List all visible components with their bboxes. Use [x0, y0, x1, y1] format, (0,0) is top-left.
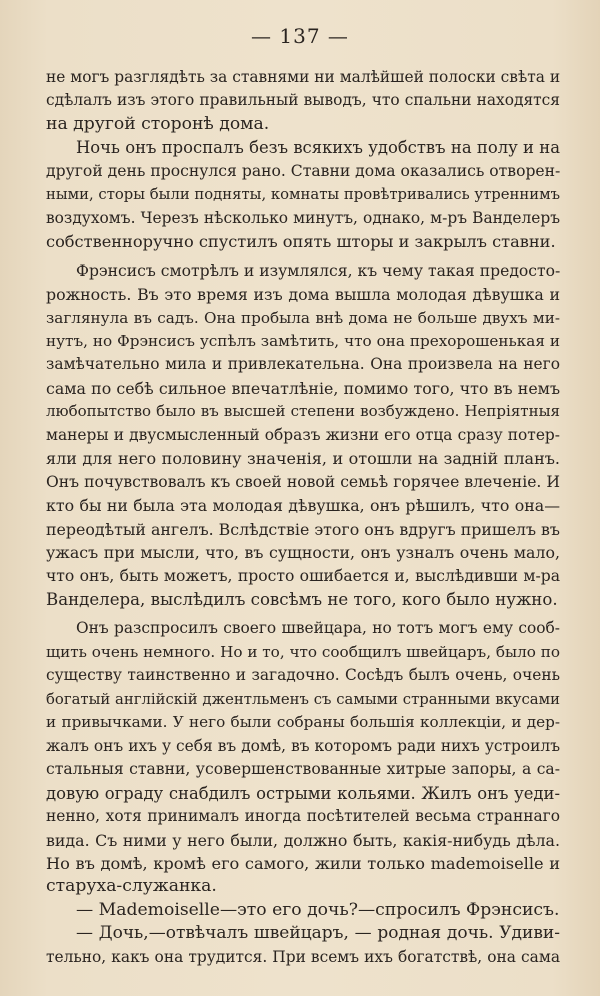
text-line: тельно, какъ она трудится. При всемъ ихъ богатствѣ, она сама [46, 947, 560, 966]
text-line: кто бы ни была эта молодая дѣвушка, онъ рѣшилъ, что она— [46, 496, 560, 516]
text-line: существу таинственно и загадочно. Сосѣдъ былъ очень, очень [46, 666, 560, 685]
text-line: переодѣтый ангелъ. Вслѣдствіе этого онъ вдругъ пришелъ въ [46, 519, 560, 539]
text-line: на другой сторонѣ дома. [46, 113, 270, 134]
text-line: нутъ, но Фрэнсисъ успѣлъ замѣтить, что она прехорошенькая и [46, 331, 560, 350]
text-line: рожность. Въ это время изъ дома вышла молодая дѣвушка и [46, 285, 560, 305]
text-line: сдѣлалъ изъ этого правильный выводъ, что спальни находятся [46, 91, 560, 110]
text-line: другой день проснулся рано. Ставни дома оказались отворен- [46, 161, 561, 180]
text-line: ными, сторы были подняты, комнаты провѣтривались утреннимъ [46, 186, 560, 204]
text-line: ужасъ при мысли, что, въ сущности, онъ узналъ очень мало, [46, 543, 560, 563]
text-line: Но въ домѣ, кромѣ его самого, жили только mademoiselle и [46, 853, 560, 873]
text-line: собственноручно спустилъ опять шторы и закрылъ ставни. [46, 232, 556, 252]
text-line: замѣчательно мила и привлекательна. Она произвела на него [46, 355, 560, 374]
text-line: что онъ, быть можетъ, просто ошибается и, выслѣдивши м-ра [46, 566, 560, 585]
text-line: сама по себѣ сильное впечатлѣніе, помимо того, что въ немъ [46, 378, 560, 398]
text-line: ненно, хотя принималъ иногда посѣтителей весьма страннаго [46, 807, 560, 826]
text-line: и привычками. У него были собраны большія коллекціи, и дер- [46, 713, 560, 732]
text-line: — Mademoiselle—это его дочь?—спросилъ Фрэнсисъ. [76, 899, 560, 920]
text-line: жалъ онъ ихъ у себя въ домѣ, въ которомъ ради нихъ устроилъ [46, 736, 560, 755]
text-line: Ночь онъ проспалъ безъ всякихъ удобствъ на полу и на [76, 138, 560, 158]
page-number: — 137 — [251, 24, 349, 48]
text-line: щить очень немного. Но и то, что сообщилъ швейцаръ, было по [46, 642, 560, 661]
text-line: — Дочь,—отвѣчалъ швейцаръ, — родная дочь. Удиви- [76, 923, 560, 944]
text-line: Онъ почувствовалъ къ своей новой семьѣ горячее влеченіе. И [46, 472, 560, 491]
text-line: манеры и двусмысленный образъ жизни его отца сразу потер- [46, 425, 560, 444]
text-line: воздухомъ. Черезъ нѣсколько минутъ, однако, м-ръ Ванделеръ [46, 208, 560, 227]
text-line: любопытство было въ высшей степени возбуждено. Непріятныя [46, 402, 560, 421]
text-line: довую ограду снабдилъ острыми кольями. Жилъ онъ уеди- [46, 783, 560, 803]
text-line: старуха-служанка. [46, 876, 217, 897]
text-line: заглянула въ садъ. Она пробыла внѣ дома не больше двухъ ми- [46, 308, 560, 327]
text-line: вида. Съ ними у него были, должно быть, какія-нибудь дѣла. [46, 830, 560, 850]
text-line: Онъ разспросилъ своего швейцара, но тотъ могъ ему сооб- [76, 619, 560, 638]
text-line: Ванделера, выслѣдилъ совсѣмъ не того, кого было нужно. [46, 589, 558, 609]
text-line: Фрэнсисъ смотрѣлъ и изумлялся, къ чему такая предосто- [76, 261, 561, 280]
text-line: стальныя ставни, усовершенствованные хитрые запоры, а са- [46, 760, 560, 779]
text-line: яли для него половину значенія, и отошли на задній планъ. [46, 449, 560, 469]
text-line: не могъ разглядѣть за ставнями ни малѣйшей полоски свѣта и [46, 68, 561, 86]
text-line: богатый англійскій джентльменъ съ самыми странными вкусами [46, 690, 560, 708]
page-body [46, 66, 560, 969]
